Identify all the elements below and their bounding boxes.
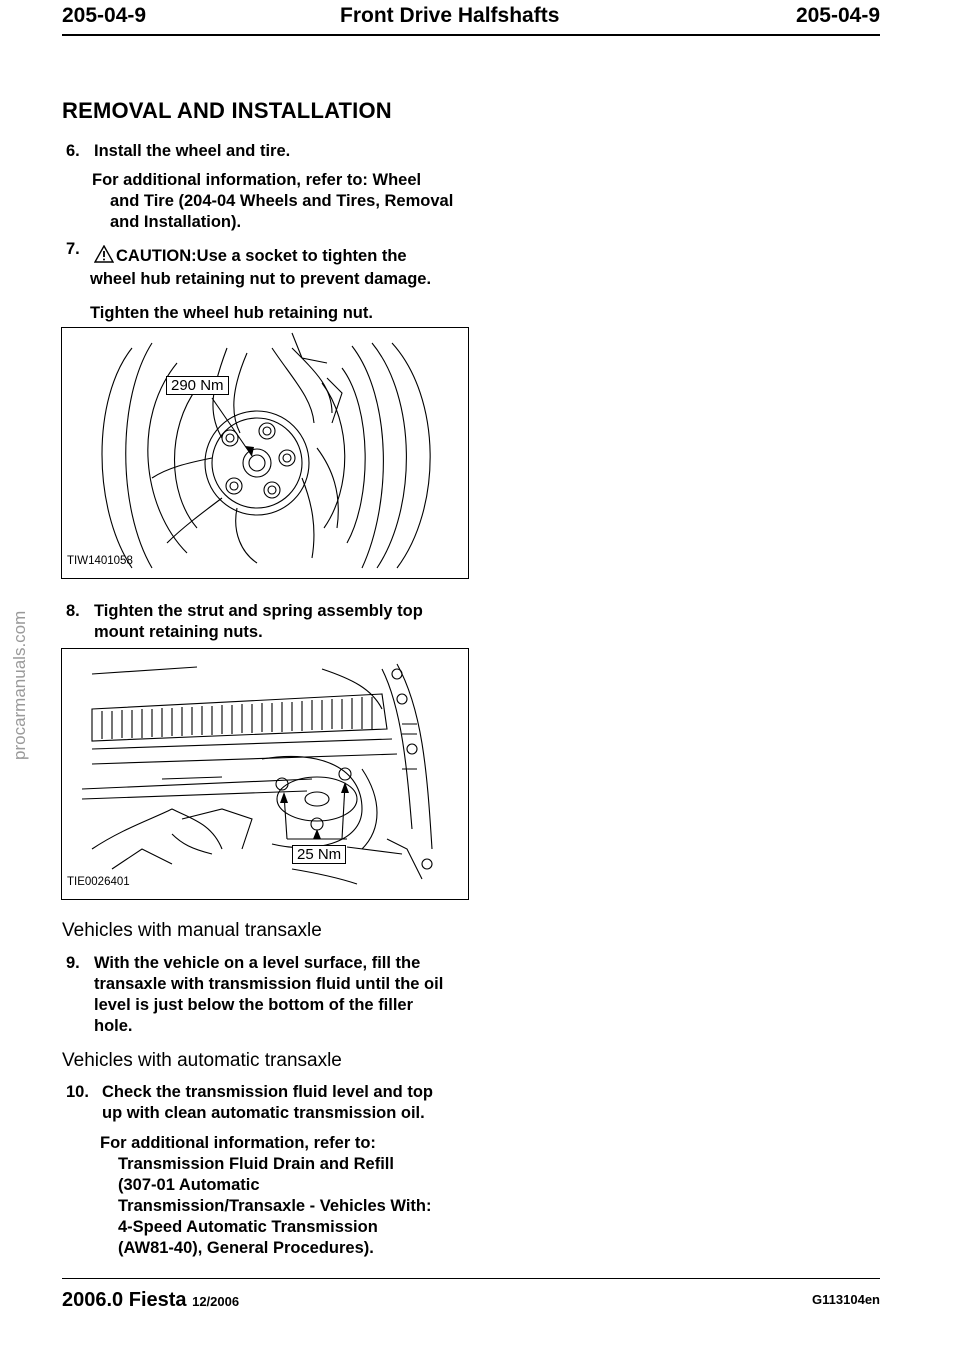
reference-line: For additional information, refer to: Wheel [92, 171, 422, 189]
reference-line: and Installation). [110, 213, 242, 231]
reference-line: 4-Speed Automatic Transmission [118, 1218, 378, 1236]
step-text-continued: mount retaining nuts. [94, 623, 263, 641]
figure-id: TIW1401058 [67, 555, 133, 567]
footer-date: 12/2006 [192, 1294, 240, 1309]
footer-divider [62, 1278, 880, 1279]
subhead-manual-transaxle: Vehicles with manual transaxle [62, 920, 322, 941]
header-section-code-left: 205-04-9 [62, 4, 147, 27]
footer-document-code: G113104en [812, 1292, 880, 1307]
figure-strut-top-mount [61, 648, 469, 900]
step-number: 9. [66, 954, 80, 972]
subhead-automatic-transaxle: Vehicles with automatic transaxle [62, 1050, 342, 1071]
step-number: 8. [66, 602, 80, 620]
step-10 [66, 1082, 496, 1124]
step-text-continued: transaxle with transmission fluid until the oil [94, 975, 444, 993]
step-number: 7. [66, 240, 80, 258]
step-7 [66, 240, 486, 290]
figure-wheel-hub [61, 327, 469, 579]
torque-callout: 25 Nm [292, 845, 346, 864]
step-9 [66, 953, 496, 1037]
step-text: Tighten the strut and spring assembly top [94, 602, 423, 620]
reference-line: For additional information, refer to: [100, 1134, 376, 1152]
step-text-continued: level is just below the bottom of the filler [94, 996, 414, 1014]
reference-line: Transmission/Transaxle - Vehicles With: [118, 1197, 432, 1215]
strut-top-mount-illustration [62, 649, 468, 899]
step-number: 6. [66, 142, 80, 160]
step-text: With the vehicle on a level surface, fill the [94, 954, 421, 972]
footer-model [62, 1289, 239, 1312]
reference-line: (AW81-40), General Procedures). [118, 1239, 374, 1257]
figure-id: TIE0026401 [67, 876, 130, 888]
step-10-reference [100, 1133, 500, 1259]
caution-text: CAUTION:Use a socket to tighten the [116, 247, 407, 265]
header-title: Front Drive Halfshafts [340, 4, 560, 27]
step-text: Check the transmission fluid level and top [102, 1083, 433, 1101]
step-text-continued: up with clean automatic transmission oil. [102, 1104, 425, 1122]
step-8 [66, 601, 486, 643]
wheel-hub-illustration [62, 328, 468, 578]
header-divider [62, 34, 880, 36]
step-text-continued: hole. [94, 1017, 133, 1035]
section-title: REMOVAL AND INSTALLATION [62, 98, 392, 123]
warning-triangle-icon [94, 245, 114, 269]
side-watermark: procarmanuals.com [10, 610, 29, 760]
header-section-code-right: 205-04-9 [795, 4, 880, 27]
reference-line: (307-01 Automatic [118, 1176, 260, 1194]
caution-text-continued: wheel hub retaining nut to prevent damage. [90, 270, 432, 288]
step-7-instruction: Tighten the wheel hub retaining nut. [90, 304, 373, 322]
footer-model-name: 2006.0 Fiesta [62, 1289, 187, 1311]
reference-line: Transmission Fluid Drain and Refill [118, 1155, 394, 1173]
torque-callout: 290 Nm [166, 376, 229, 395]
reference-line: and Tire (204-04 Wheels and Tires, Removal [110, 192, 454, 210]
step-text: Install the wheel and tire. [94, 142, 291, 160]
step-6-reference [92, 170, 492, 233]
step-6 [66, 141, 486, 162]
step-number: 10. [66, 1083, 89, 1101]
